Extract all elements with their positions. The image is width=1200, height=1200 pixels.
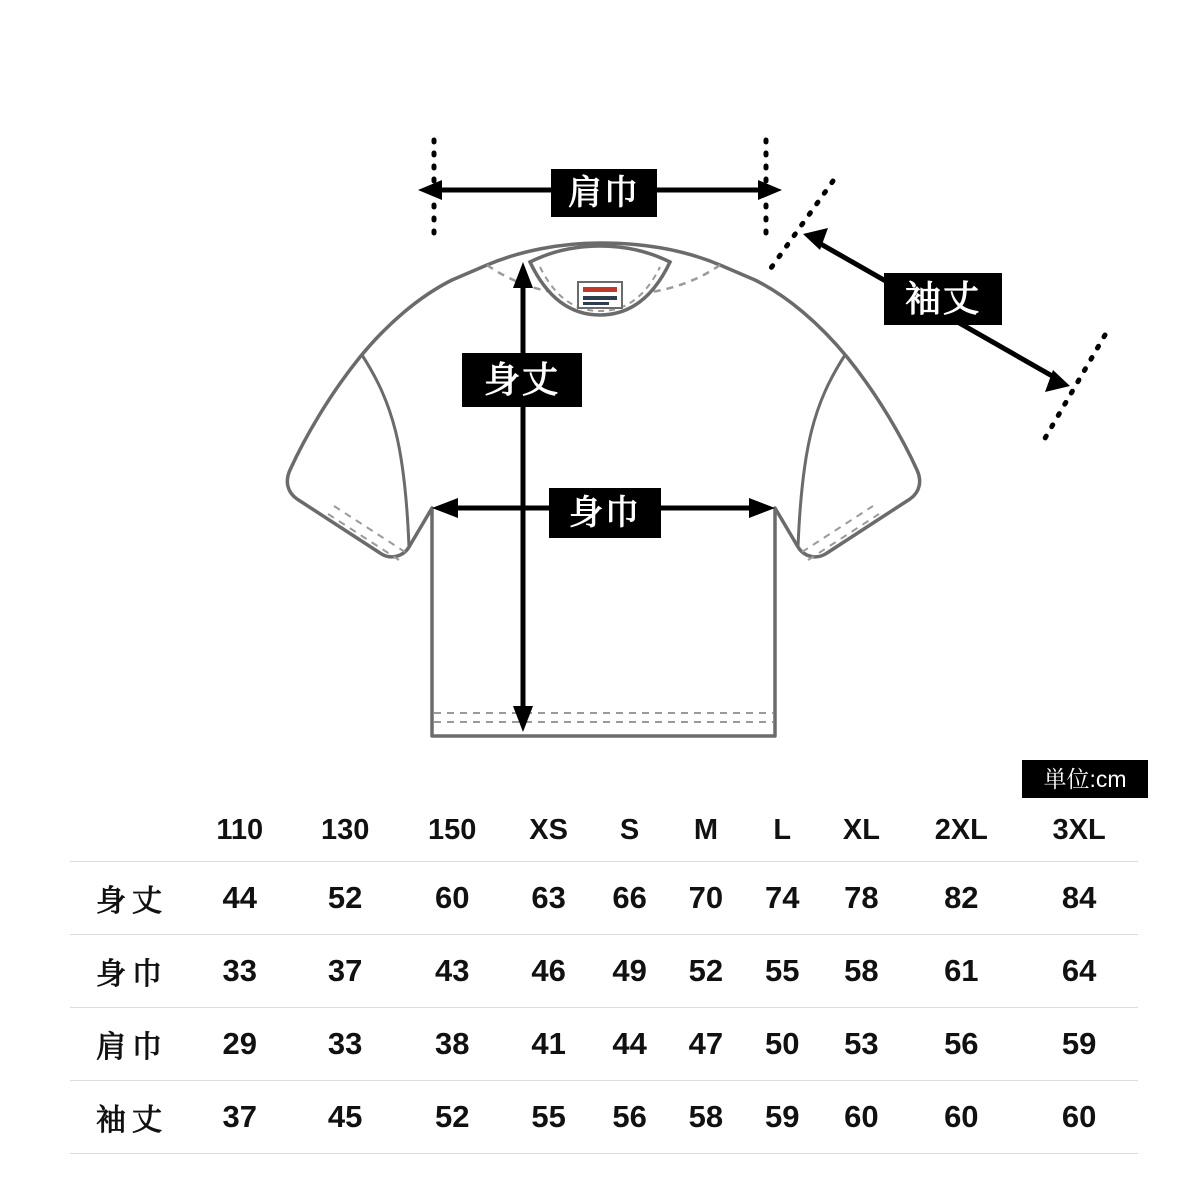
measurement-name: 肩巾: [70, 1008, 188, 1081]
table-row: [70, 1081, 1138, 1154]
label-unit-note: 単位:cm: [1022, 760, 1148, 798]
label-shoulder-width: 肩巾: [551, 169, 657, 217]
table-row: [70, 935, 1138, 1008]
measurement-name: 身巾: [70, 935, 188, 1008]
measurement-value: 74: [744, 862, 820, 935]
measurement-value: 37: [292, 935, 399, 1008]
measurement-value: 59: [1020, 1008, 1138, 1081]
measurement-name: 身丈: [70, 862, 188, 935]
label-body-width: 身巾: [549, 488, 661, 538]
measurement-value: 78: [820, 862, 902, 935]
size-column-header: M: [693, 814, 718, 846]
measurement-value: 70: [668, 862, 744, 935]
measurement-value: 55: [744, 935, 820, 1008]
measurement-value: 49: [591, 935, 667, 1008]
measurement-value: 44: [591, 1008, 667, 1081]
size-column-header: XL: [842, 814, 880, 846]
measurement-value: 50: [744, 1008, 820, 1081]
measurement-value: 29: [188, 1008, 292, 1081]
shoulder-arrow-left-head: [418, 180, 442, 200]
size-table: [70, 808, 1138, 1154]
measurement-value: 84: [1020, 862, 1138, 935]
size-column-header: 110: [216, 814, 264, 846]
measurement-value: 59: [744, 1081, 820, 1154]
table-row: [70, 862, 1138, 935]
measurement-value: 58: [820, 935, 902, 1008]
size-column-header: L: [773, 814, 792, 846]
measurement-value: 60: [399, 862, 506, 935]
measurement-value: 61: [902, 935, 1020, 1008]
measurement-value: 60: [1020, 1081, 1138, 1154]
size-table-corner: [70, 808, 188, 862]
measurement-value: 33: [188, 935, 292, 1008]
measurement-value: 60: [820, 1081, 902, 1154]
measurement-value: 38: [399, 1008, 506, 1081]
measurement-value: 52: [668, 935, 744, 1008]
measurement-value: 43: [399, 935, 506, 1008]
size-column-header: 150: [428, 814, 477, 846]
size-column-header: 2XL: [934, 814, 988, 846]
measurement-value: 64: [1020, 935, 1138, 1008]
measurement-value: 55: [506, 1081, 592, 1154]
measurement-value: 37: [188, 1081, 292, 1154]
measurement-value: 66: [591, 862, 667, 935]
measurement-value: 56: [902, 1008, 1020, 1081]
measurement-value: 56: [591, 1081, 667, 1154]
shoulder-arrow-right-head: [758, 180, 782, 200]
size-column-header: 3XL: [1052, 814, 1106, 846]
measurement-name: 袖丈: [70, 1081, 188, 1154]
size-column-header: 130: [320, 814, 370, 846]
size-table-head: [70, 808, 1138, 862]
measurement-value: 63: [506, 862, 592, 935]
measurement-value: 82: [902, 862, 1020, 935]
measurement-value: 52: [292, 862, 399, 935]
measurement-value: 46: [506, 935, 592, 1008]
size-column-header: S: [619, 814, 640, 846]
neck-tag: [578, 282, 622, 308]
size-table-body: [70, 862, 1138, 1154]
measurement-value: 41: [506, 1008, 592, 1081]
measurement-value: 33: [292, 1008, 399, 1081]
measurement-value: 44: [188, 862, 292, 935]
label-sleeve-length: 袖丈: [884, 273, 1002, 325]
measurement-value: 52: [399, 1081, 506, 1154]
table-row: [70, 1008, 1138, 1081]
size-table-header-row: [70, 808, 1138, 862]
measurement-value: 47: [668, 1008, 744, 1081]
label-body-length: 身丈: [462, 353, 582, 407]
measurement-value: 45: [292, 1081, 399, 1154]
measurement-value: 60: [902, 1081, 1020, 1154]
size-column-header: XS: [529, 814, 568, 846]
measurement-value: 58: [668, 1081, 744, 1154]
measurement-value: 53: [820, 1008, 902, 1081]
